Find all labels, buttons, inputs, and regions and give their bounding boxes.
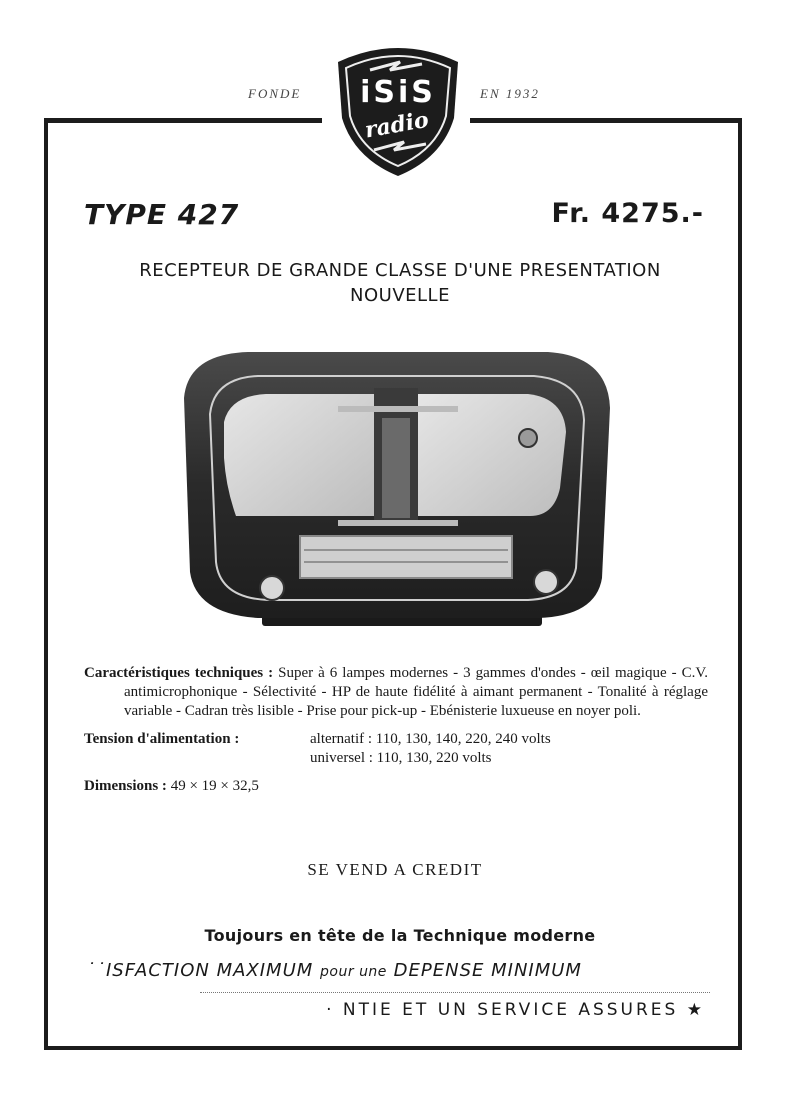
spec-tension (84, 730, 708, 768)
spec-dimensions (84, 777, 708, 796)
spec-tension-line-1: alternatif : 110, 130, 140, 220, 240 volts (310, 731, 551, 747)
radio-illustration (178, 348, 614, 632)
logo-radio-text: radio (362, 106, 431, 144)
spec-tension-label: Tension d'alimentation : (84, 731, 240, 747)
spec-technical-text: Super à 6 lampes modernes - 3 gammes d'ondes - œil magique - C.V. antimicrophonique - Sélectivité - HP de haute fidélité à aimant permanent - Tonalité à réglage variable - Cadran très lisible - Prise pour pick-up - Ebénisterie luxueuse en noyer poli. (124, 665, 708, 719)
spec-dimensions-label: Dimensions : (84, 778, 167, 794)
spec-technical (84, 664, 708, 721)
slogan-satisfaction-b: pour une (320, 964, 387, 980)
spec-dimensions-value: 49 × 19 × 32,5 (170, 778, 259, 794)
slogan-technique: Toujours en tête de la Technique moderne (204, 926, 596, 945)
spec-technical-label: Caractéristiques techniques : (84, 665, 274, 681)
logo-isis-text: iSiS (360, 75, 436, 110)
specifications (84, 664, 708, 805)
spec-tension-line-2: universel : 110, 130, 220 volts (310, 750, 492, 766)
product-type: TYPE 427 (84, 198, 240, 231)
slogan-satisfaction-c: DEPENSE MINIMUM (393, 960, 582, 981)
founded-right: EN 1932 (480, 86, 540, 101)
credit-notice: SE VEND A CREDIT (307, 860, 483, 879)
slogan-guarantee: · NTIE ET UN SERVICE ASSURES ★ (326, 1000, 705, 1020)
subtitle-line-1: RECEPTEUR DE GRANDE CLASSE D'UNE PRESENTATION (139, 260, 661, 281)
slogan-satisfaction-a: ˙˙ISFACTION MAXIMUM (86, 960, 314, 981)
product-subtitle (60, 258, 740, 308)
subtitle-line-2: NOUVELLE (350, 285, 450, 306)
slogan-satisfaction (86, 960, 716, 981)
dotted-divider (200, 992, 710, 993)
founded-left: FONDE (248, 86, 302, 101)
product-price: Fr. 4275.- (551, 198, 704, 229)
isis-radio-logo (330, 40, 466, 178)
